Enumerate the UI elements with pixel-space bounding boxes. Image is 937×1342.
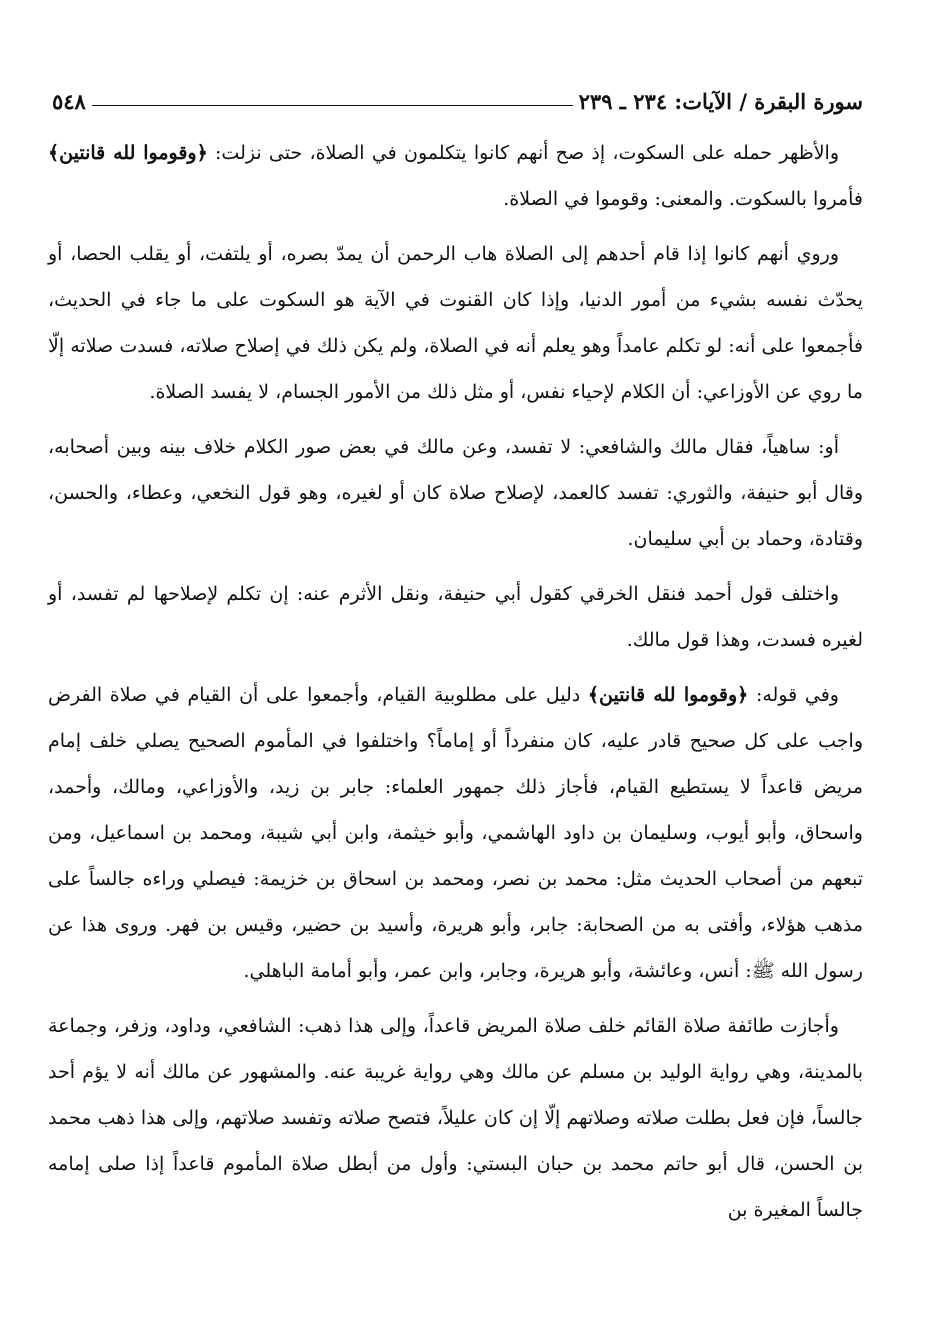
p3-text: أو: ساهياً، فقال مالك والشافعي: لا تفسد، وعن مالك في بعض صور الكلام خلاف بينه وبين أصحابه، وقال أبو حنيفة، والثوري: تفسد كالعمد، لإصلاح صلاة كان أو لغيره، وهو قول النخعي، وعطاء، والحسن، وقتادة، وحماد بن أبي سليمان. [48, 436, 863, 550]
page [48, 80, 863, 1242]
paragraph-2 [48, 231, 863, 415]
body-text [48, 130, 863, 1233]
p4-text: واختلف قول أحمد فنقل الخرقي كقول أبي حنيفة، ونقل الأثرم عنه: إن تكلم لإصلاحها لم تفسد، أو لغيره فسدت، وهذا قول مالك. [48, 583, 863, 651]
page-number: ٥٤٨ [52, 89, 86, 114]
paragraph-3 [48, 424, 863, 562]
quran-quote: ﴿وقوموا لله قانتين﴾ [587, 684, 749, 706]
header-title: سورة البقرة / الآيات: ٢٣٤ ـ ٢٣٩ [578, 89, 863, 114]
paragraph-4 [48, 571, 863, 663]
p1-text: والأظهر حمله على السكوت، إذ صح أنهم كانوا يتكلمون في الصلاة، حتى نزلت: [207, 142, 839, 164]
p6-text: وأجازت طائفة صلاة القائم خلف صلاة المريض قاعداً، وإلى هذا ذهب: الشافعي، وداود، وزفر، وجماعة بالمدينة، وهي رواية الوليد بن مسلم عن مالك وهي رواية غريبة عنه. والمشهور عن مالك أنه لا يؤم أحد جالساً، فإن فعل بطلت صلاته وصلاتهم إلّا إن كان عليلاً، فتصح صلاته وتفسد صلاتهم، وإلى هذا ذهب محمد بن الحسن، قال أبو حاتم محمد بن حبان البستي: وأول من أبطل صلاة المأموم قاعداً إذا صلى إمامه جالساً المغيرة بن [48, 1015, 863, 1221]
quran-quote: ﴿وقوموا لله قانتين﴾ [48, 142, 208, 164]
p5-text-end: دليل على مطلوبية القيام، وأجمعوا على أن القيام في صلاة الفرض واجب على كل صحيح قادر عليه، كان منفرداً أو إماماً؟ واختلفوا في المأموم الصحيح يصلي خلف إمام مريض قاعداً لا يستطيع القيام، فأجاز ذلك جمهور العلماء: جابر بن زيد، والأوزاعي، ومالك، وأحمد، واسحاق، وأبو أيوب، وسليمان بن داود الهاشمي، وأبو خيثمة، وابن أبي شيبة، ومحمد بن اسماعيل، ومن تبعهم من أصحاب الحديث مثل: محمد بن نصر، ومحمد بن اسحاق بن خزيمة: فيصلي وراءه جالساً على مذهب هؤلاء، وأفتى به من الصحابة: جابر، وأبو هريرة، وأسيد بن حضير، وقيس بن فهر. وروى هذا عن رسول الله ﷺ: أنس، وعائشة، وأبو هريرة، وجابر، وابن عمر، وأبو أمامة الباهلي. [48, 684, 863, 982]
p2-text: وروي أنهم كانوا إذا قام أحدهم إلى الصلاة هاب الرحمن أن يمدّ بصره، أو يلتفت، أو يقلب الحصا، أو يحدّث نفسه بشيء من أمور الدنيا، وإذا كان القنوت في الآية هو السكوت على ما جاء في الحديث، فأجمعوا على أنه: لو تكلم عامداً وهو يعلم أنه في الصلاة، ولم يكن ذلك في إصلاح صلاته، فسدت صلاته إلّا ما روي عن الأوزاعي: أن الكلام لإحياء نفس، أو مثل ذلك من الأمور الجسام، لا يفسد الصلاة. [48, 243, 863, 403]
header-rule [92, 105, 573, 106]
paragraph-5 [48, 672, 863, 994]
p5-text: وفي قوله: [748, 684, 839, 706]
paragraph-1 [48, 130, 863, 222]
running-header [48, 80, 863, 114]
paragraph-6 [48, 1003, 863, 1233]
p1-text-end: فأمروا بالسكوت. والمعنى: وقوموا في الصلاة. [503, 188, 863, 210]
